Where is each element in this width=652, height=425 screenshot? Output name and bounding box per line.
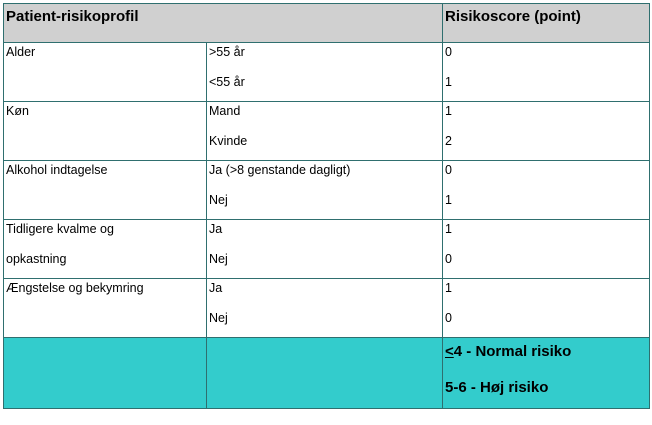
risk-score-cell xyxy=(443,43,650,102)
risk-score-cell-line: 1 xyxy=(445,281,452,295)
risk-factor-cell-line: opkastning xyxy=(6,252,67,266)
risk-option-cell-line: Nej xyxy=(209,193,228,207)
risk-option-cell-line: Kvinde xyxy=(209,134,248,148)
footer-empty-cell-1 xyxy=(4,338,207,409)
risk-factor-cell-line: Alkohol indtagelse xyxy=(6,163,108,177)
risk-option-cell xyxy=(207,220,443,279)
risk-score-cell-line: 2 xyxy=(445,134,452,148)
risk-score-cell-line: 0 xyxy=(445,252,452,266)
table-row xyxy=(4,102,650,161)
risk-option-cell-line: <55 år xyxy=(209,75,245,89)
risk-score-cell xyxy=(443,220,650,279)
risk-score-cell xyxy=(443,102,650,161)
risk-score-cell xyxy=(443,279,650,338)
risk-legend-high: 5-6 - Høj risiko xyxy=(445,379,549,396)
risk-option-cell xyxy=(207,279,443,338)
risk-legend-normal-text: 4 - Normal risiko xyxy=(453,343,572,360)
risk-option-cell xyxy=(207,102,443,161)
risk-legend-normal xyxy=(445,338,649,371)
risk-factor-cell xyxy=(4,220,207,279)
risk-factor-cell xyxy=(4,43,207,102)
risk-option-cell xyxy=(207,43,443,102)
risk-option-cell xyxy=(207,161,443,220)
risk-factor-cell xyxy=(4,102,207,161)
header-profile: Patient-risikoprofil xyxy=(4,4,443,43)
table-row xyxy=(4,43,650,102)
risk-score-cell-line: 1 xyxy=(445,104,452,118)
risk-score-cell-line: 0 xyxy=(445,311,452,325)
risk-factor-cell-line: Tidligere kvalme og xyxy=(6,222,114,236)
risk-score-cell-line: 0 xyxy=(445,45,452,59)
footer-empty-cell-2 xyxy=(207,338,443,409)
table-row xyxy=(4,220,650,279)
risk-option-cell-line: Ja xyxy=(209,281,223,295)
risk-factor-cell-line: Køn xyxy=(6,104,29,118)
risk-score-cell-line: 1 xyxy=(445,193,452,207)
risk-score-table xyxy=(3,3,650,409)
table-row xyxy=(4,161,650,220)
risk-option-cell-line: >55 år xyxy=(209,45,245,59)
table-body xyxy=(4,43,650,338)
footer-row xyxy=(4,338,650,409)
risk-factor-cell-line: Ængstelse og bekymring xyxy=(6,281,144,295)
risk-score-cell-line: 1 xyxy=(445,222,452,236)
risk-score-cell-line: 1 xyxy=(445,75,452,89)
risk-option-cell-line: Nej xyxy=(209,252,228,266)
risk-factor-cell xyxy=(4,161,207,220)
header-row xyxy=(4,4,650,43)
risk-option-cell-line: Nej xyxy=(209,311,228,325)
table-row xyxy=(4,279,650,338)
risk-option-cell-line: Ja (>8 genstande dagligt) xyxy=(209,163,351,177)
risk-score-cell xyxy=(443,161,650,220)
risk-legend-cell xyxy=(443,338,650,409)
risk-option-cell-line: Ja xyxy=(209,222,223,236)
risk-option-cell-line: Mand xyxy=(209,104,241,118)
risk-legend-normal-symbol: < xyxy=(445,343,454,360)
risk-factor-cell-line: Alder xyxy=(6,45,36,59)
risk-score-cell-line: 0 xyxy=(445,163,452,177)
header-score: Risikoscore (point) xyxy=(443,4,650,43)
risk-factor-cell xyxy=(4,279,207,338)
